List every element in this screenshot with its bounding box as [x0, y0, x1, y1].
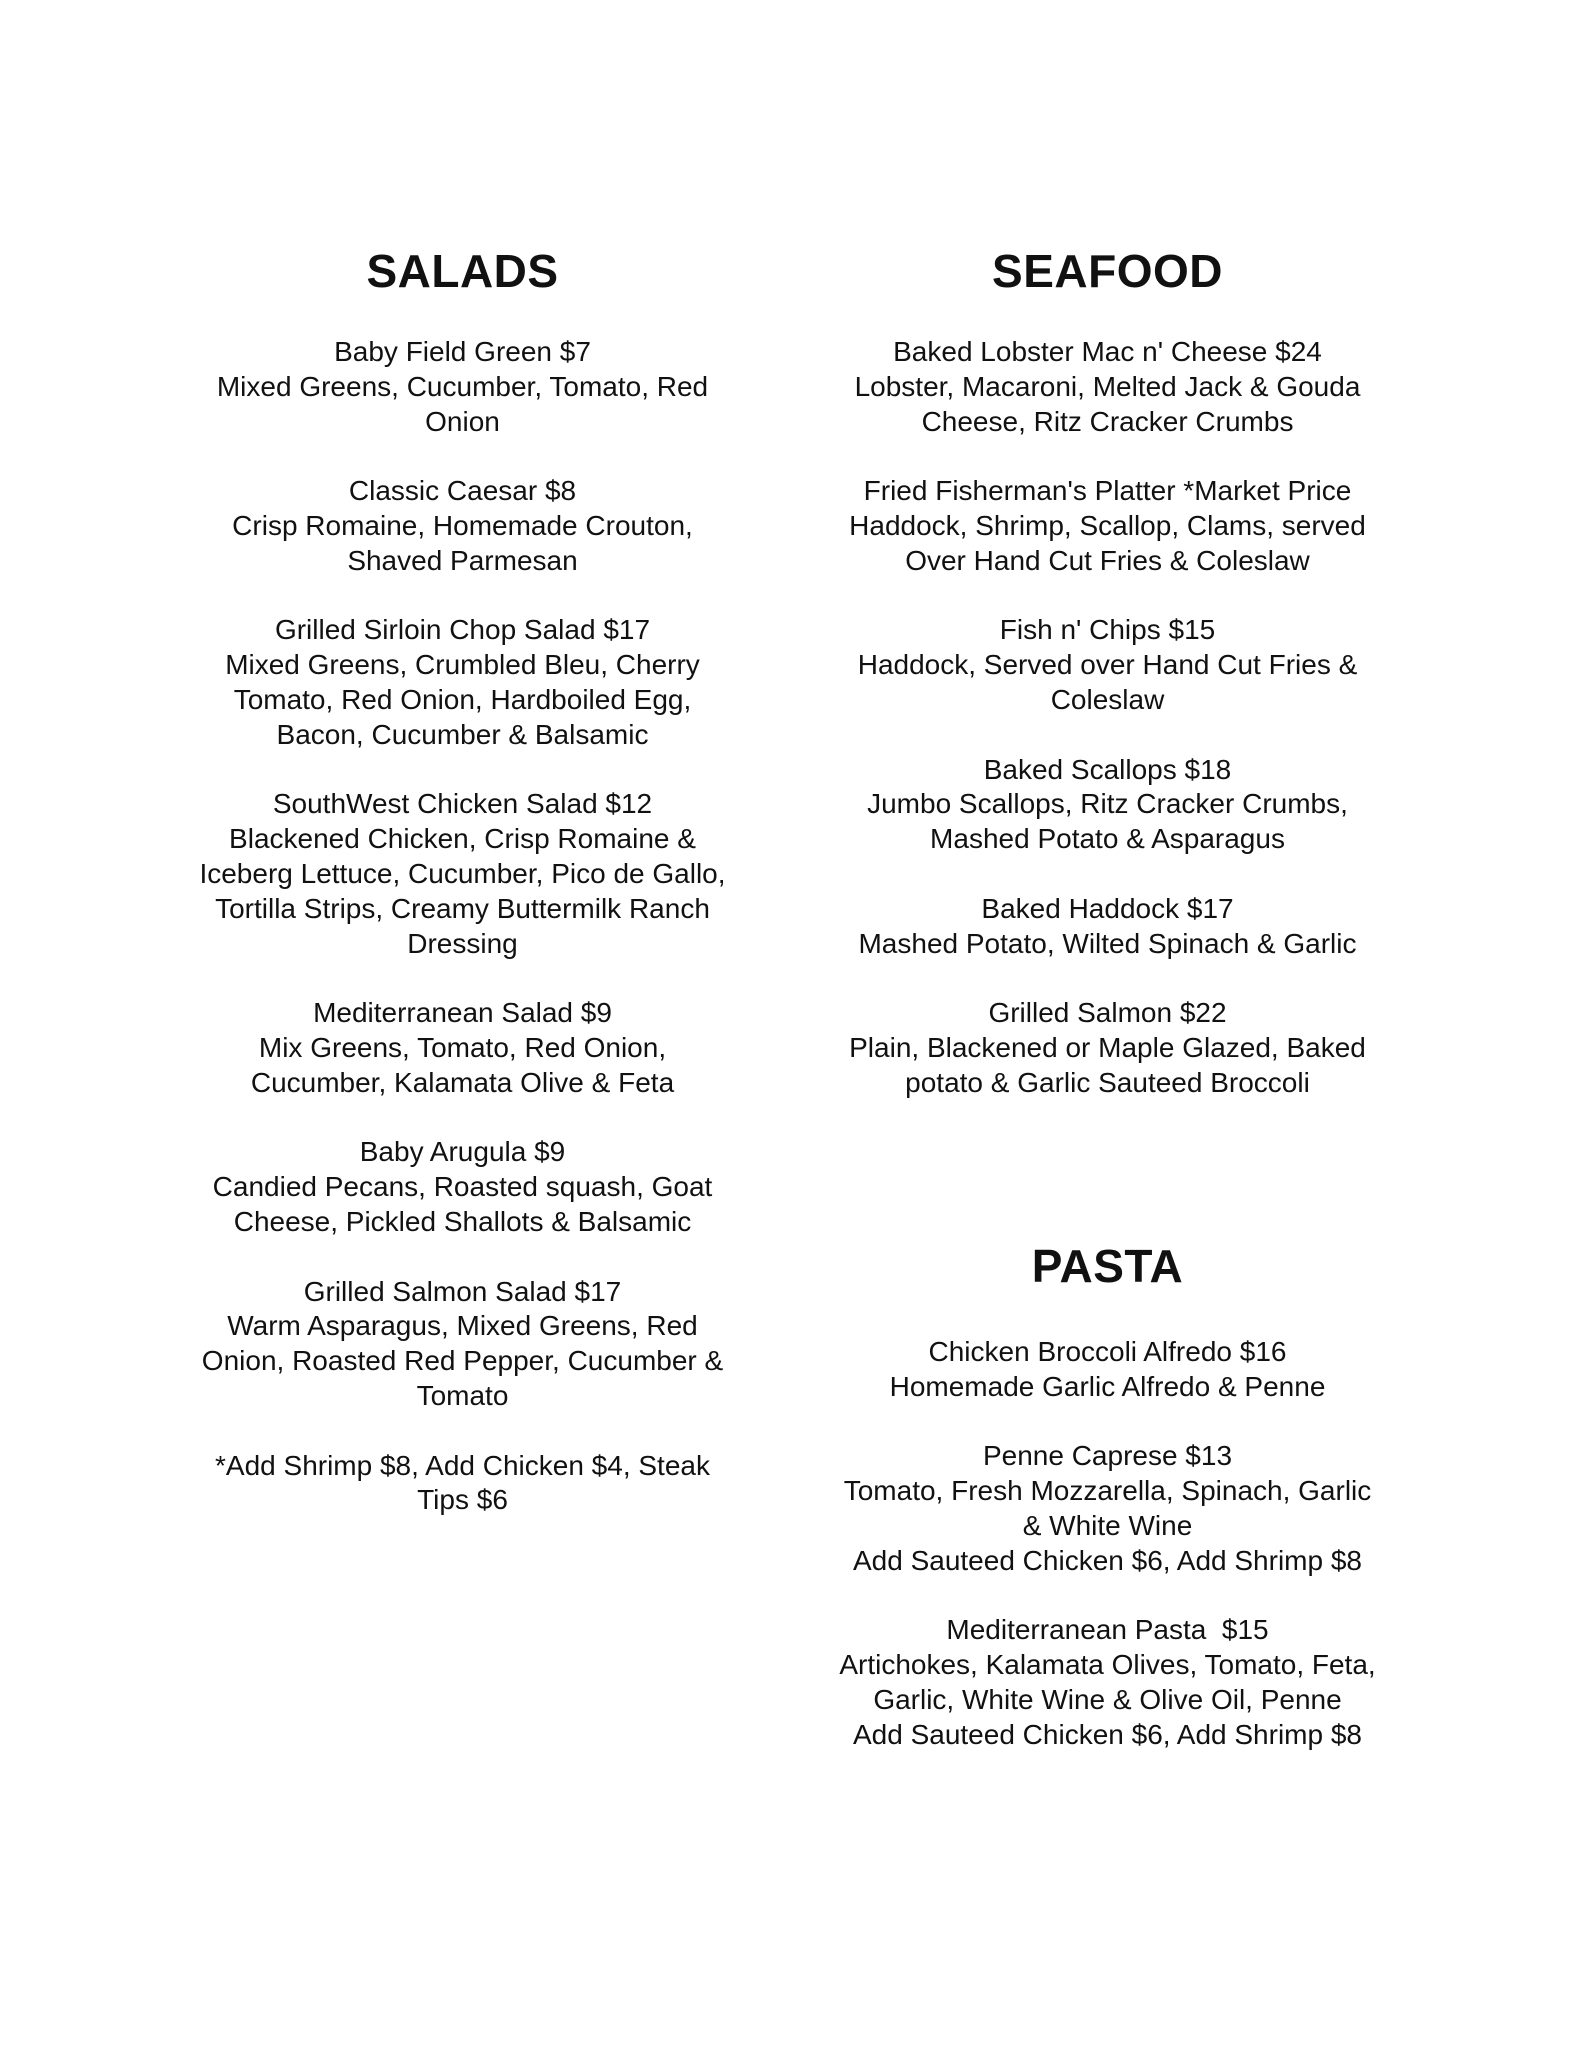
menu-item-description: Lobster, Macaroni, Melted Jack & Gouda Cheese, Ritz Cracker Crumbs	[854, 370, 1361, 437]
pasta-list	[835, 1335, 1380, 1787]
menu-item-title: Mediterranean Salad $9	[313, 997, 612, 1029]
menu-item	[190, 1275, 735, 1414]
pasta-heading: PASTA	[1031, 1240, 1184, 1292]
menu-item-title: Chicken Broccoli Alfredo $16	[928, 1336, 1287, 1367]
menu-item	[835, 892, 1380, 962]
menu-item-title: Baked Scallops $18	[983, 753, 1232, 785]
menu-item-description: Homemade Garlic Alfredo & Penne	[889, 1370, 1326, 1402]
menu-item-title: Grilled Salmon Salad $17	[303, 1275, 622, 1307]
seafood-heading: SEAFOOD	[992, 245, 1223, 297]
menu-item	[835, 996, 1380, 1100]
menu-item-title: Grilled Salmon $22	[988, 997, 1227, 1029]
menu-item-description: Blackened Chicken, Crisp Romaine & Iceberg Lettuce, Cucumber, Pico de Gallo, Tortilla Strips, Creamy Buttermilk Ranch Dressing	[199, 823, 726, 959]
menu-item	[835, 1613, 1380, 1752]
menu-item-addon: Add Sauteed Chicken $6, Add Shrimp $8	[852, 1718, 1362, 1750]
menu-item	[190, 335, 735, 439]
menu-item-title: Mediterranean Pasta $15	[946, 1614, 1269, 1646]
menu-item	[835, 1439, 1380, 1578]
menu-item-title: Baked Haddock $17	[981, 892, 1234, 924]
menu-item-title: Classic Caesar $8	[348, 475, 577, 507]
menu-item	[190, 787, 735, 961]
menu-item-description: Mixed Greens, Crumbled Bleu, Cherry Tomato, Red Onion, Hardboiled Egg, Bacon, Cucumber & Balsamic	[225, 649, 700, 750]
menu-item	[835, 335, 1380, 439]
menu-item-description: Candied Pecans, Roasted squash, Goat Cheese, Pickled Shallots & Balsamic	[212, 1171, 713, 1237]
menu-item	[835, 1335, 1380, 1405]
menu-item-description: Mashed Potato, Wilted Spinach & Garlic	[858, 927, 1357, 959]
menu-item-description: Mix Greens, Tomato, Red Onion, Cucumber, Kalamata Olive & Feta	[250, 1031, 675, 1098]
salads-list	[190, 335, 735, 1518]
menu-item	[835, 613, 1380, 717]
menu-item	[190, 613, 735, 752]
menu-item-description: Mixed Greens, Cucumber, Tomato, Red Onion	[216, 370, 709, 437]
seafood-list	[835, 335, 1380, 1135]
menu-item	[835, 753, 1380, 857]
menu-item-title: Grilled Sirloin Chop Salad $17	[274, 614, 651, 646]
menu-item-description: Haddock, Served over Hand Cut Fries & Coleslaw	[857, 649, 1358, 715]
menu-item-description: Jumbo Scallops, Ritz Cracker Crumbs, Mashed Potato & Asparagus	[867, 788, 1348, 855]
menu-item	[835, 474, 1380, 578]
salads-heading: SALADS	[366, 245, 559, 297]
menu-item-title: Baby Field Green $7	[334, 336, 591, 367]
menu-item	[190, 1135, 735, 1239]
menu-item-description: Warm Asparagus, Mixed Greens, Red Onion, Roasted Red Pepper, Cucumber & Tomato	[201, 1310, 724, 1411]
menu-item-description: Crisp Romaine, Homemade Crouton, Shaved Parmesan	[232, 509, 693, 576]
add-protein-note: *Add Shrimp $8, Add Chicken $4, Steak Tips $6	[215, 1449, 710, 1516]
menu-item-title: Baked Lobster Mac n' Cheese $24	[893, 336, 1322, 367]
menu-item-description: Artichokes, Kalamata Olives, Tomato, Feta, Garlic, White Wine & Olive Oil, Penne	[839, 1649, 1376, 1715]
menu-item	[190, 474, 735, 578]
menu-item-addon: Add Sauteed Chicken $6, Add Shrimp $8	[852, 1544, 1362, 1576]
menu-item-title: Fish n' Chips $15	[999, 614, 1216, 646]
menu-item-description: Haddock, Shrimp, Scallop, Clams, served Over Hand Cut Fries & Coleslaw	[849, 509, 1366, 576]
menu-item-description: Plain, Blackened or Maple Glazed, Baked potato & Garlic Sauteed Broccoli	[849, 1031, 1366, 1098]
menu-item-title: Baby Arugula $9	[359, 1136, 566, 1168]
menu-item-title: Penne Caprese $13	[982, 1440, 1233, 1472]
menu-item	[190, 996, 735, 1100]
menu-item-description: Tomato, Fresh Mozzarella, Spinach, Garlic & White Wine	[843, 1475, 1372, 1541]
menu-item-title: SouthWest Chicken Salad $12	[272, 788, 653, 820]
menu-item-title: Fried Fisherman's Platter *Market Price	[863, 475, 1352, 507]
